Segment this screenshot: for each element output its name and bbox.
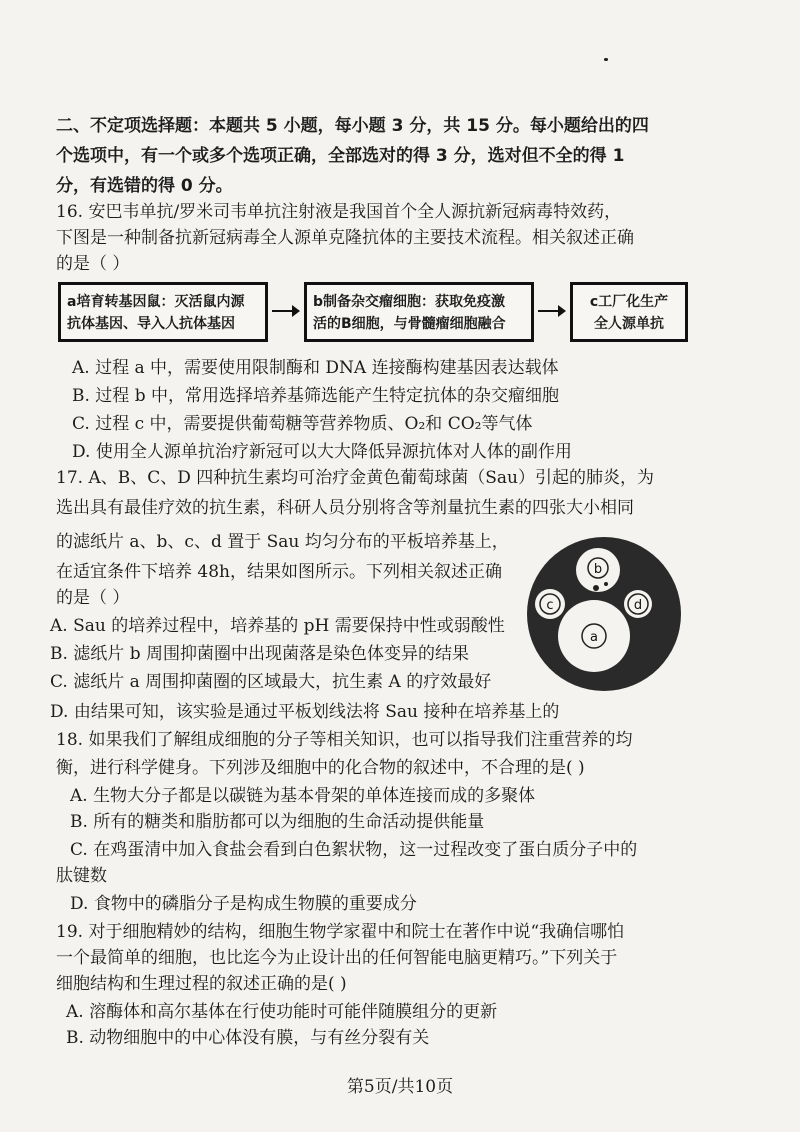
flow-box-c-line-1: c工厂化生产 [589, 294, 669, 310]
flow-box-c-line-2: 全人源单抗 [594, 316, 664, 332]
dish-label-d: d [633, 598, 643, 613]
q18-option-c: C. 在鸡蛋清中加入食盐会看到白色絮状物，这一过程改变了蛋白质分子中的 [70, 840, 638, 860]
q17-option-d: D. 由结果可知，该实验是通过平板划线法将 Sau 接种在培养基上的 [50, 702, 560, 722]
q16-stem-line-2: 下图是一种制备抗新冠病毒全人源单克隆抗体的主要技术流程。相关叙述正确 [56, 228, 634, 248]
flow-box-b-line-1: b制备杂交瘤细胞：获取免疫激 [313, 294, 506, 310]
q18-stem-line-1: 18. 如果我们了解组成细胞的分子等相关知识，也可以指导我们注重营养的均 [56, 730, 633, 750]
scan-speck [604, 58, 608, 61]
petri-dish-figure [526, 536, 682, 692]
q16-option-a: A. 过程 a 中，需要使用限制酶和 DNA 连接酶构建基因表达载体 [72, 358, 559, 378]
dish-label-a: a [590, 630, 598, 645]
q19-option-b: B. 动物细胞中的中心体没有膜，与有丝分裂有关 [66, 1028, 430, 1048]
flow-box-a-line-1: a培育转基因鼠：灭活鼠内源 [67, 294, 245, 310]
q16-stem-line-3: 的是（ ） [56, 254, 130, 274]
q17-stem-line-2: 选出具有最佳疗效的抗生素，科研人员分别将含等剂量抗生素的四张大小相同 [56, 498, 634, 518]
q19-stem-line-3: 细胞结构和生理过程的叙述正确的是( ) [56, 974, 347, 994]
dish-label-b: b [593, 562, 603, 577]
q18-option-a: A. 生物大分子都是以碳链为基本骨架的单体连接而成的多聚体 [70, 786, 536, 806]
flow-box-a-line-2: 抗体基因、导入人抗体基因 [67, 316, 235, 332]
q17-option-b: B. 滤纸片 b 周围抑菌圈中出现菌落是染色体变异的结果 [50, 644, 469, 664]
q19-option-a: A. 溶酶体和高尔基体在行使功能时可能伴随膜组分的更新 [66, 1002, 498, 1022]
flow-box-c [570, 282, 688, 342]
q16-stem-line-1: 16. 安巴韦单抗/罗米司韦单抗注射液是我国首个全人源抗新冠病毒特效药， [56, 202, 622, 222]
q18-stem-line-2: 衡，进行科学健身。下列涉及细胞中的化合物的叙述中，不合理的是( ) [56, 758, 585, 778]
page-footer: 第5页/共10页 [346, 1077, 454, 1097]
q16-option-c: C. 过程 c 中，需要提供葡萄糖等营养物质、O₂和 CO₂等气体 [72, 414, 533, 434]
section-header-line-1: 二、不定项选择题：本题共 5 小题，每小题 3 分，共 15 分。每小题给出的四 [56, 116, 649, 136]
flow-box-b-line-2: 活的B细胞，与骨髓瘤细胞融合 [313, 316, 506, 332]
q17-stem-line-4: 在适宜条件下培养 48h，结果如图所示。下列相关叙述正确 [56, 562, 502, 582]
flow-box-a [58, 282, 268, 342]
q17-option-c: C. 滤纸片 a 周围抑菌圈的区域最大，抗生素 A 的疗效最好 [50, 672, 492, 692]
colony-in-zone-b [604, 582, 608, 586]
q16-option-d: D. 使用全人源单抗治疗新冠可以大大降低异源抗体对人体的副作用 [72, 442, 572, 462]
q19-stem-line-1: 19. 对于细胞精妙的结构，细胞生物学家翟中和院士在著作中说“我确信哪怕 [56, 922, 625, 942]
q16-flow-diagram [58, 282, 688, 346]
flow-arrow-right-icon [270, 300, 300, 322]
flow-arrow-right-icon [536, 300, 566, 322]
colony-in-zone-b [593, 585, 599, 591]
q17-stem-line-5: 的是（ ） [56, 588, 130, 608]
section-header-line-3: 分，有选错的得 0 分。 [56, 176, 233, 196]
q17-stem-line-1: 17. A、B、C、D 四种抗生素均可治疗金黄色葡萄球菌（Sau）引起的肺炎，为 [56, 468, 654, 488]
q18-option-c-continued: 肽键数 [56, 866, 107, 886]
q17-stem-line-3: 的滤纸片 a、b、c、d 置于 Sau 均匀分布的平板培养基上， [56, 532, 509, 552]
q19-stem-line-2: 一个最简单的细胞，也比迄今为止设计出的任何智能电脑更精巧。”下列关于 [56, 948, 618, 968]
flow-box-b [304, 282, 534, 342]
q17-option-a: A. Sau 的培养过程中，培养基的 pH 需要保持中性或弱酸性 [50, 616, 505, 636]
section-header-line-2: 个选项中，有一个或多个选项正确，全部选对的得 3 分，选对但不全的得 1 [56, 146, 625, 166]
q18-option-d: D. 食物中的磷脂分子是构成生物膜的重要成分 [70, 894, 417, 914]
q18-option-b: B. 所有的糖类和脂肪都可以为细胞的生命活动提供能量 [70, 812, 485, 832]
dish-label-c: c [546, 598, 554, 613]
q16-option-b: B. 过程 b 中，常用选择培养基筛选能产生特定抗体的杂交瘤细胞 [72, 386, 559, 406]
